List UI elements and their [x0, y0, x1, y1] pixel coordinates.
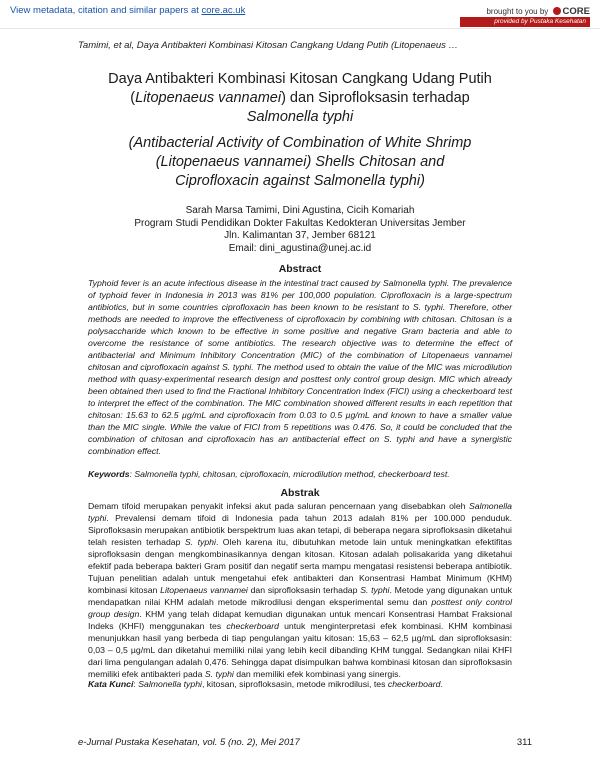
- kata-seg: .: [440, 679, 443, 689]
- keywords-text: : Salmonella typhi, chitosan, ciprofloxacin, microdilution method, checkerboard test.: [129, 469, 450, 479]
- abstrak-seg: S. typhi: [360, 585, 390, 595]
- author-affiliation: Program Studi Pendidikan Dokter Fakultas Kedokteran Universitas Jember: [134, 217, 466, 229]
- kata-seg: checkerboard: [387, 679, 441, 689]
- keywords-label: Keywords: [88, 469, 130, 479]
- core-logo-text: CORE: [562, 6, 590, 17]
- abstract-english-text: Typhoid fever is an acute infectious disease in the intestinal tract caused by Salmonella typhi. The prevalence of typhoid fever in Indonesia in 2013 was 81% per 100,000 population. Ciprofloxacin is a large-spectrum antibiotics, but in some countries ciprofloxacin has been known to be resistant to S. typhi. Therefore, other methods are needed to improve the effectiveness of ciprofloxacin by combining with chitosan. Chitosan is a polysaccharide which known to be effective in some positive and negative Gram bacteria and able to overcome the resistance of some antibiotics. The research objective was to determine the effect of antibacterial and Minimum Inhibitory Concentration (MIC) of the combination of Litopenaeus vannamei chitosan and ciprofloxacin against S. typhi. The method used to obtain the value of the MIC was microdilution method with quasy-experimental research design and posttest only control group design. MIC which already been obtained then used to find the Fractional Inhibitory Concentration Index (FICI) using a checkerboard test to interpret the effect of the combination. The MIC combination showed different results in each repetition that chitosan: 15.63 to 62.5 µg/mL and ciprofloxacin from 0.03 to 0.5 µg/mL and known to have a smaller value than the MIC single. While the value of FICI from 5 repetitions was 0.476. So, it could be concluded that the combination of chitosan and ciprofloxacin has an antibacterial effect on S. typhi and have a synergistic combination effect.: [88, 278, 512, 456]
- journal-footer: e-Jurnal Pustaka Kesehatan, vol. 5 (no. 2), Mei 2017: [78, 737, 300, 748]
- abstrak-seg: checkerboard: [226, 621, 279, 631]
- abstrak-seg: . Oleh karena itu, dibutuhkan metode lain untuk meningkatkan efektifitas siprofloksasin dengan mengkombinasikannya dengan kitosan. Kitosan adalah polisakarida yang diketahui efektif pada beberapa bakteri Gram positif dan negatif serta mampu mengatasi resistensi beberapa antibiotik. Tujuan penelitian adalah untuk mengetahui efek antibakteri dan Konsentrasi Hambat Minimum (KHM) kombinasi kitosan: [88, 537, 512, 595]
- core-branding[interactable]: [486, 6, 590, 17]
- brought-by-text: brought to you by: [486, 7, 549, 16]
- title-id-line2: (Litopenaeus vannamei) dan Siprofloksasin terhadap: [130, 90, 470, 106]
- provided-by-banner[interactable]: provided by Pustaka Kesehatan: [460, 17, 590, 27]
- title-id-line2-rest: dan Siprofloksasin terhadap: [285, 90, 470, 106]
- abstrak-heading: Abstrak: [280, 487, 320, 499]
- kata-kunci-line: [88, 679, 528, 689]
- view-metadata-link[interactable]: [10, 5, 245, 16]
- core-logo-icon: [553, 7, 561, 15]
- title-id-species: Litopenaeus vannamei: [135, 90, 282, 106]
- title-en-line3: Ciprofloxacin against Salmonella typhi): [175, 173, 425, 189]
- abstrak-seg: posttest only control group design: [88, 597, 513, 619]
- title-en-line1: (Antibacterial Activity of Combination of White Shrimp: [128, 135, 472, 151]
- title-id-line3: Salmonella typhi: [246, 109, 354, 125]
- keywords-line: [88, 469, 528, 479]
- kata-seg: Salmonella typhi: [138, 679, 202, 689]
- abstrak-seg: Salmonella typhi: [88, 501, 512, 523]
- author-names: Sarah Marsa Tamimi, Dini Agustina, Cicih Komariah: [185, 205, 415, 216]
- page-number: 311: [516, 737, 532, 748]
- kata-seg: :: [133, 679, 139, 689]
- title-en-line2: (Litopenaeus vannamei) Shells Chitosan and: [155, 154, 445, 170]
- abstrak-seg: S. typhi: [184, 537, 216, 547]
- author-block: [40, 205, 560, 255]
- running-title: Tamimi, et al, Daya Antibakteri Kombinasi Kitosan Cangkang Udang Putih (Litopenaeus …: [78, 40, 459, 51]
- abstrak-indonesian-text: [88, 500, 512, 680]
- title-english: [40, 134, 560, 191]
- abstrak-seg: . Metode yang digunakan untuk mendapatkan nilai KHM adalah metode mikrodilusi dengan eksperimental semu dan: [88, 585, 512, 607]
- abstract-heading: Abstract: [278, 263, 322, 275]
- author-address: Jln. Kalimantan 37, Jember 68121: [224, 230, 376, 241]
- abstrak-seg: Litopenaeus vannamei: [160, 585, 248, 595]
- core-site-link[interactable]: core.ac.uk: [201, 5, 246, 16]
- abstrak-seg: untuk menginterpretasi efek kombinasi. KHM kombinasi menunjukkan hasil yang berbeda di tiap pengulangan yaitu kitosan: 15,63 – 62,5 µg/mL dan siprofloksasin: 0,03 – 0,5 µg/mL dan diketahui memiliki nilai yang lebih kecil dibanding KHM tunggal. Sedangkan nilai KHFI dari lima pengulangan adalah 0,476. Sehingga dapat disimpulkan bahwa kombinasi kitosan dan siprofloksasin memiliki efek antibakteri pada: [88, 621, 512, 679]
- abstrak-seg: Demam tifoid merupakan penyakit infeksi akut pada saluran pencernaan yang disebabkan oleh: [88, 501, 470, 511]
- abstrak-seg: . Prevalensi demam tifoid di Indonesia pada tahun 2013 adalah 81% per 100.000 penduduk. Siprofloksasin merupakan antibiotik berspektrum luas akan tetapi, di beberapa negara siprofloksasin diketahui telah resisten terhadap: [88, 513, 512, 547]
- abstrak-seg: S. typhi: [204, 669, 234, 679]
- abstrak-seg: . KHM yang telah didapat kemudian digunakan untuk mencari Konsentrasi Hambat Fraksional Indeks (KHFI) menggunakan tes: [88, 609, 513, 631]
- author-email: Email: dini_agustina@unej.ac.id: [228, 242, 372, 254]
- title-indonesian: [40, 70, 560, 127]
- kata-kunci-label: Kata Kunci: [88, 679, 134, 689]
- kata-seg: , kitosan, siprofloksasin, metode mikrodilusi, tes: [201, 679, 388, 689]
- title-id-line1: Daya Antibakteri Kombinasi Kitosan Cangkang Udang Putih: [108, 71, 492, 87]
- view-link-text: View metadata, citation and similar papers at: [10, 5, 202, 16]
- abstrak-seg: dan siprofloksasin terhadap: [247, 585, 361, 595]
- abstrak-seg: dan memiliki efek kombinasi yang sinergis.: [233, 669, 401, 679]
